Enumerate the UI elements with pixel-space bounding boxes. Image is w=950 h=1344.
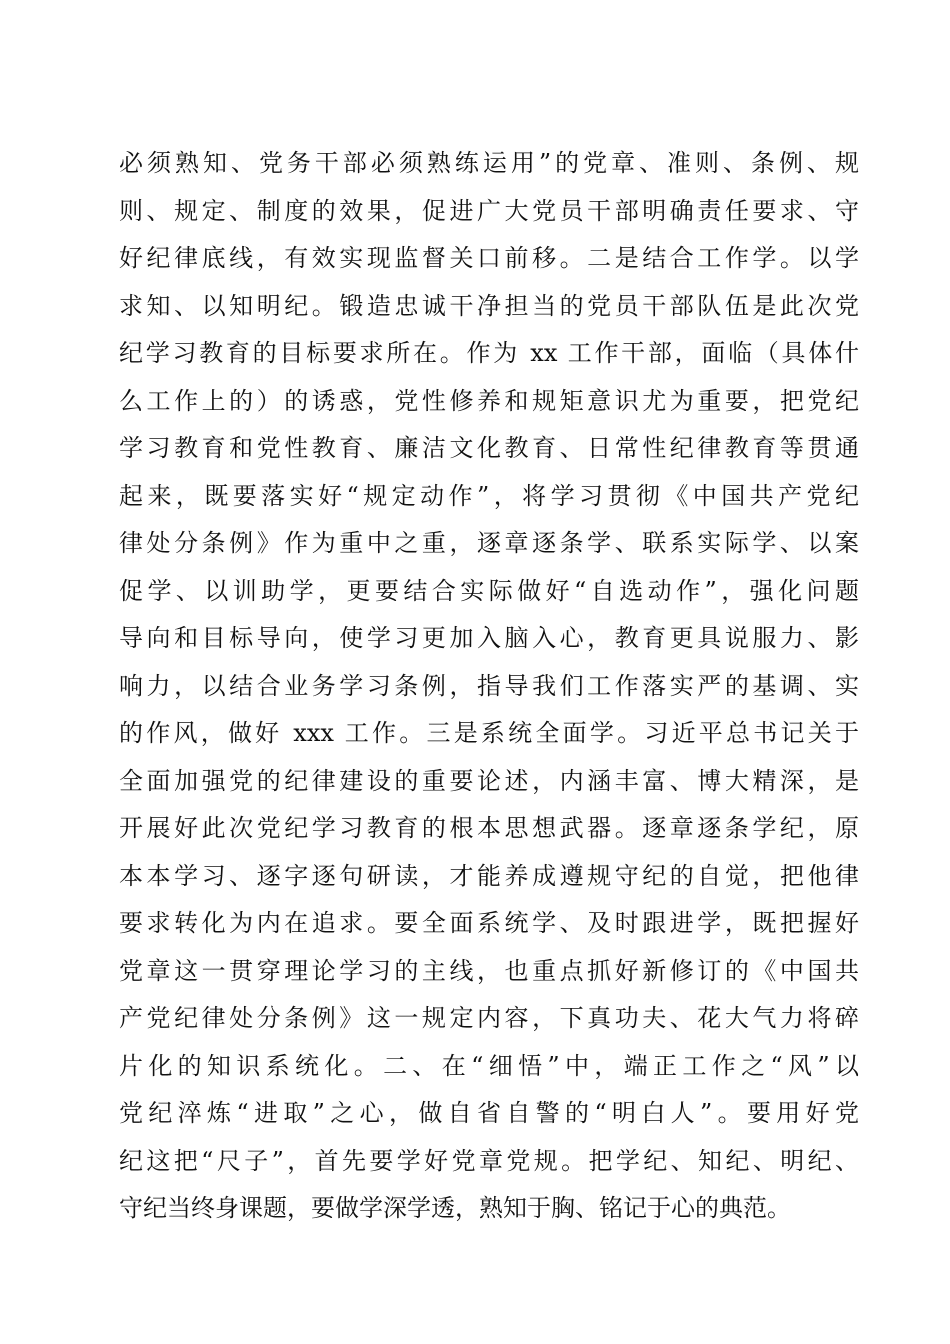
text-line: 片化的知识系统化。二、在“细悟”中，端正工作之“风”以: [119, 1051, 859, 1080]
text-line: 求知、以知明纪。锻造忠诚干净担当的党员干部队伍是此次党: [119, 291, 859, 320]
text-line: 全面加强党的纪律建设的重要论述，内涵丰富、博大精深，是: [119, 766, 859, 795]
text-line: 本本学习、逐字逐句研读，才能养成遵规守纪的自觉，把他律: [119, 861, 859, 890]
text-line: 起来，既要落实好“规定动作”，将学习贯彻《中国共产党纪: [119, 481, 859, 510]
text-line: 律处分条例》作为重中之重，逐章逐条学、联系实际学、以案: [119, 529, 859, 557]
text-line: 开展好此次党纪学习教育的根本思想武器。逐章逐条学纪，原: [119, 814, 859, 842]
text-line: 导向和目标导向，使学习更加入脑入心，教育更具说服力、影: [119, 624, 859, 652]
text-line: 守纪当终身课题，要做学深学透，熟知于胸、铭记于心的典范。: [119, 1194, 791, 1222]
text-line: 学习教育和党性教育、廉洁文化教育、日常性纪律教育等贯通: [119, 434, 859, 462]
text-line: 必须熟知、党务干部必须熟练运用”的党章、准则、条例、规: [119, 149, 859, 177]
text-line: 党纪淬炼“进取”之心，做自省自警的“明白人”。要用好党: [119, 1099, 859, 1127]
text-line: 好纪律底线，有效实现监督关口前移。二是结合工作学。以学: [119, 244, 859, 272]
text-line: 纪这把“尺子”，首先要学好党章党规。把学纪、知纪、明纪、: [119, 1146, 859, 1175]
text-line: 党章这一贯穿理论学习的主线，也重点抓好新修订的《中国共: [119, 956, 859, 985]
text-line: 纪学习教育的目标要求所在。作为 xx 工作干部，面临（具体什: [119, 339, 859, 367]
text-line: 促学、以训助学，更要结合实际做好“自选动作”，强化问题: [119, 576, 859, 605]
text-line: 则、规定、制度的效果，促进广大党员干部明确责任要求、守: [119, 196, 859, 225]
text-line: 么工作上的）的诱惑，党性修养和规矩意识尤为重要，把党纪: [119, 386, 859, 415]
text-line: 响力，以结合业务学习条例，指导我们工作落实严的基调、实: [119, 671, 859, 700]
body-paragraph: [119, 140, 859, 1233]
text-line: 要求转化为内在追求。要全面系统学、及时跟进学，既把握好: [119, 909, 859, 937]
text-line: 的作风，做好 xxx 工作。三是系统全面学。习近平总书记关于: [119, 719, 859, 747]
text-line: 产党纪律处分条例》这一规定内容，下真功夫、花大气力将碎: [119, 1004, 859, 1032]
